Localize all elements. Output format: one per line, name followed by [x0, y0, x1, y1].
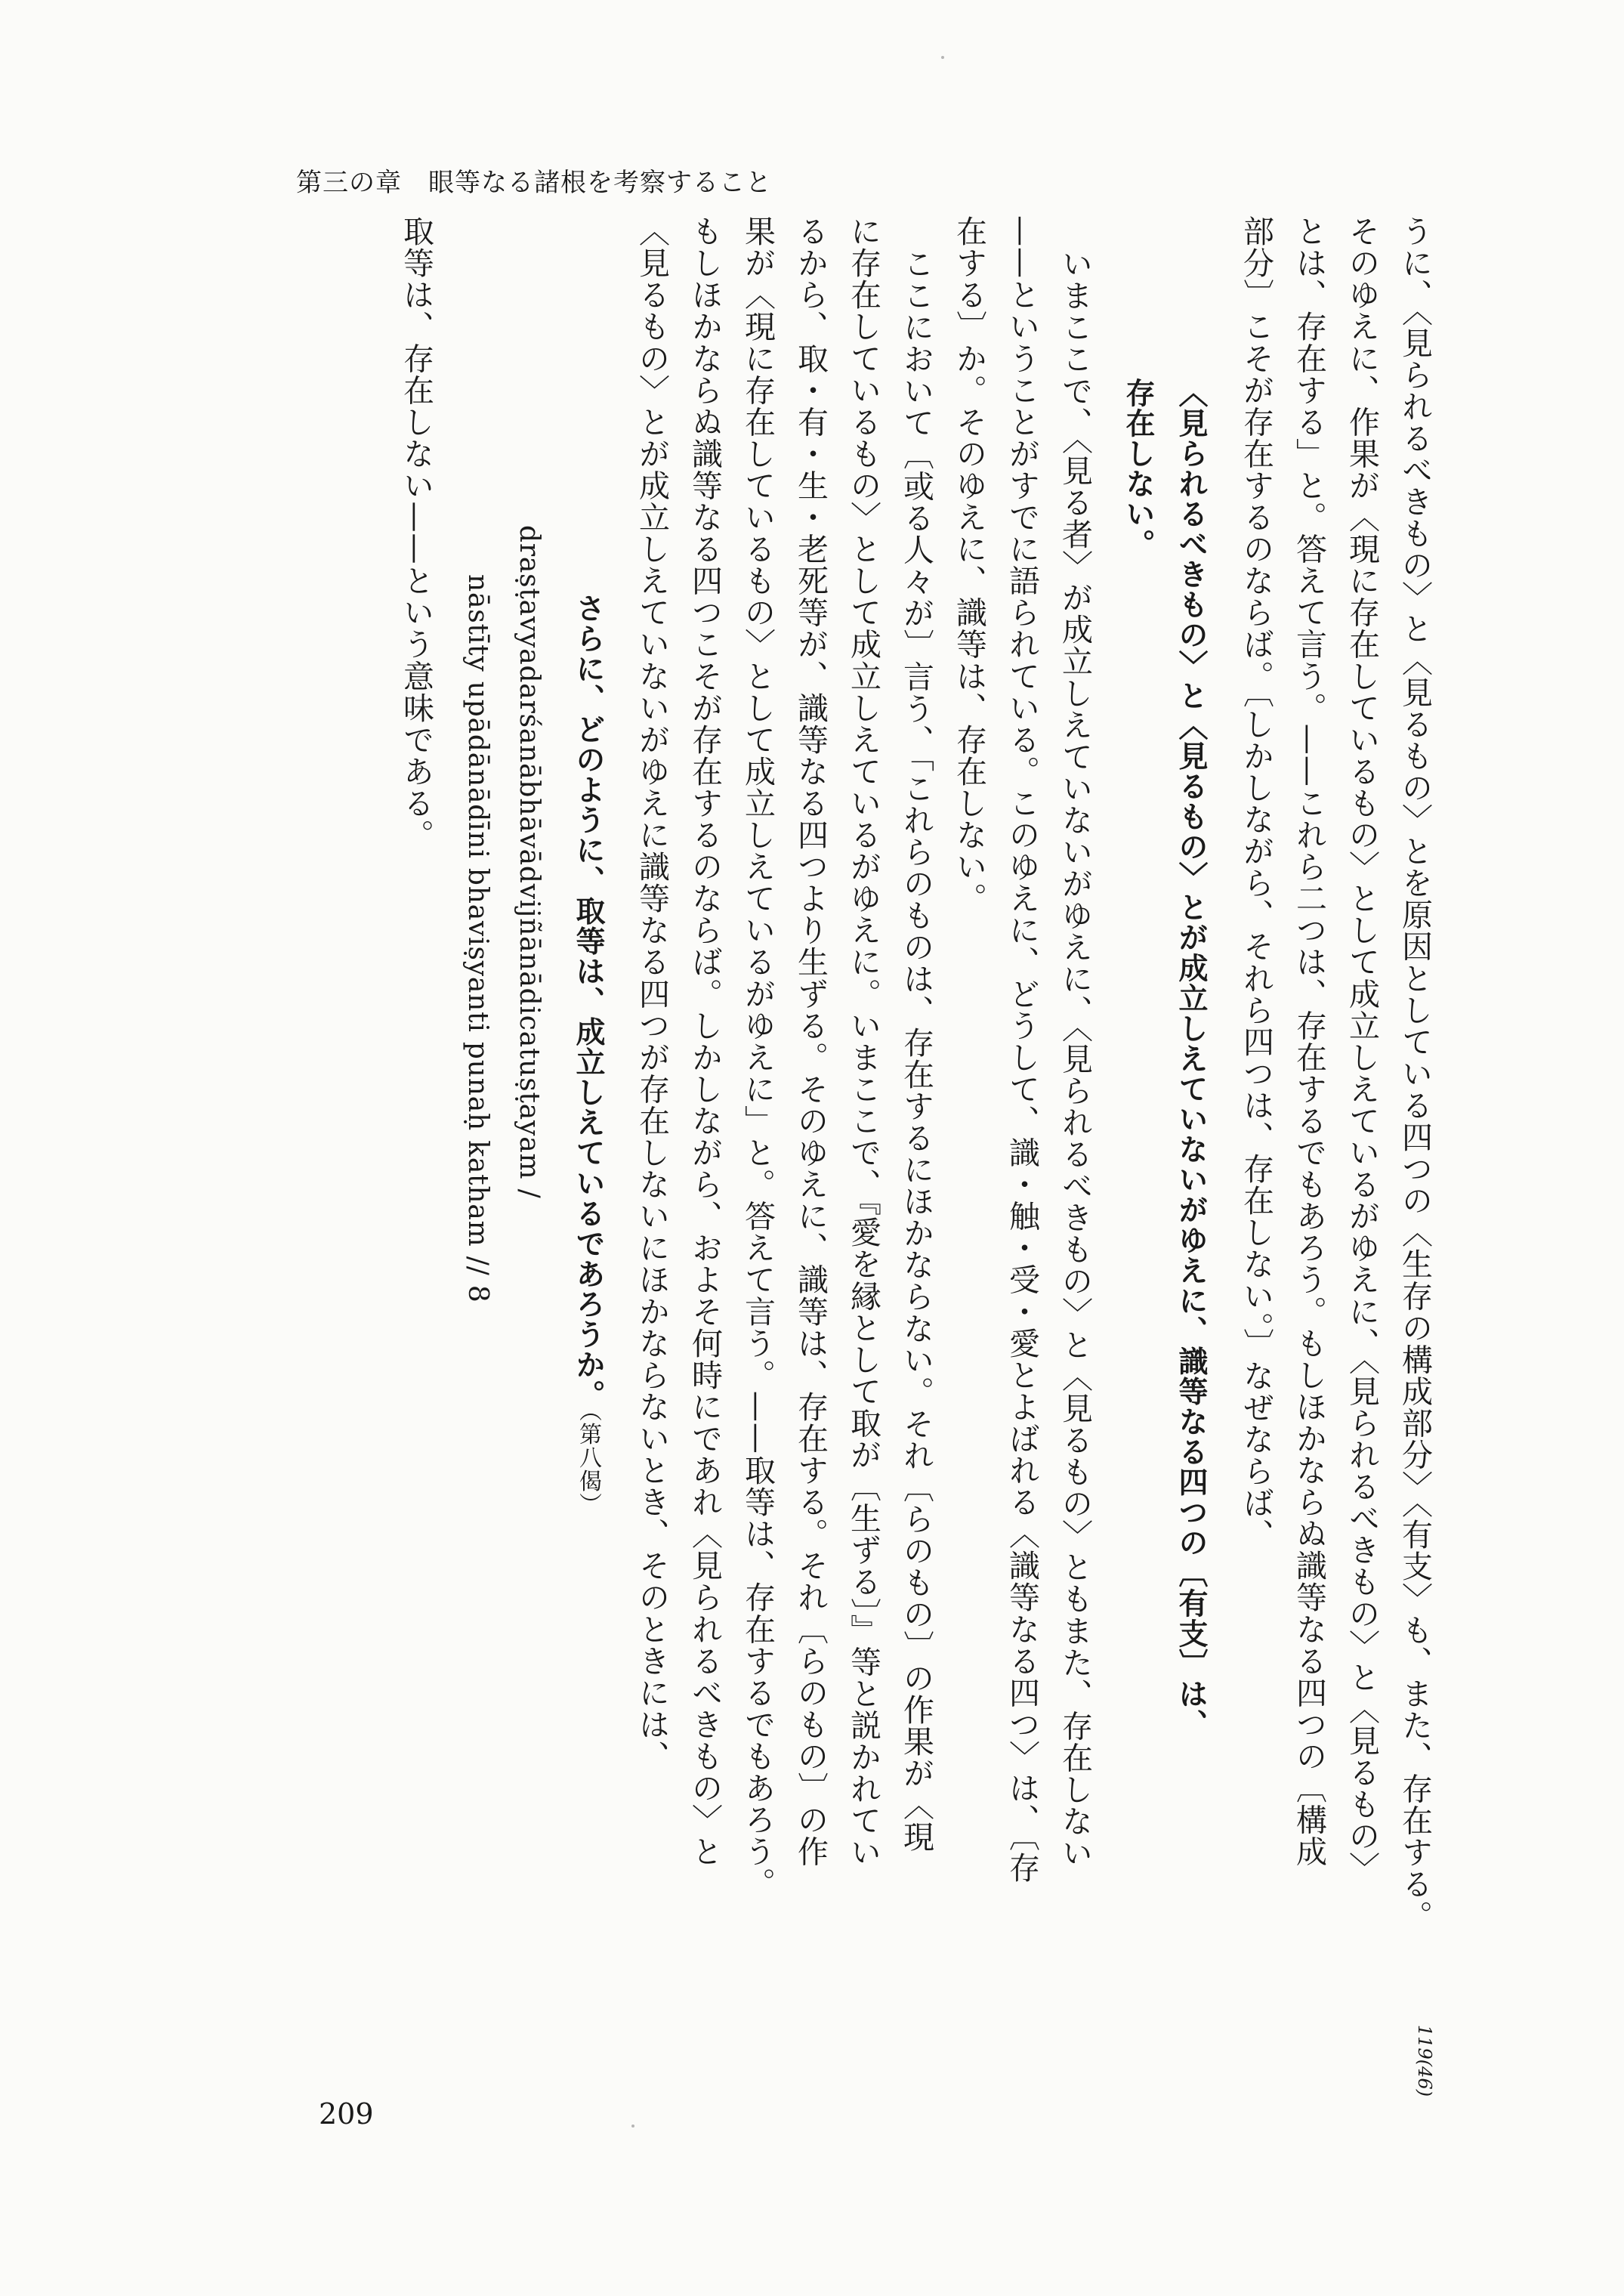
- verse-translation-7-line-1: 〈見られるべきもの〉と〈見るもの〉とが成立しえていないがゆえに、識等なる四つの〔有支〕は、: [1174, 378, 1208, 1740]
- text-column-14: もしほかならぬ識等なる四つこそが存在するのならば。しかしながら、およそ何時にであれ〈見られるべきもの〉と: [687, 215, 723, 1868]
- page-number: 209: [319, 2097, 374, 2131]
- text-column-8: ——ということがすでに語られている。このゆえに、どうして、識・触・受・愛とよばれる〈識等なる四つ〉は、〔存: [1004, 215, 1040, 1884]
- text-column-17: 取等は、存在しない——という意味である。: [398, 215, 434, 851]
- text-column-15: 〈見るもの〉とが成立しえていないがゆえに識等なる四つが存在しないにほかならないとき、そのときには、: [634, 215, 670, 1772]
- running-header: 第三の章 眼等なる諸根を考察すること: [296, 168, 772, 198]
- scan-speck: [631, 2124, 634, 2128]
- verse-translation-8-text: さらに、どのように、取等は、成立しえているであろうか。: [571, 593, 605, 1411]
- text-column-11: に存在しているもの〉として成立しえているがゆえに。いまここで、『愛を縁として取が〔生ずる〕』等と説かれてい: [845, 215, 881, 1868]
- page-code: 119(46): [1414, 2025, 1435, 2097]
- scan-speck: [941, 56, 944, 59]
- text-column-12: るから、取・有・生・老死等が、識等なる四つより生ずる。そのゆえに、識等は、存在する。それ〔らのもの〕の作: [792, 215, 829, 1868]
- verse-number-note: （第八偈）: [575, 1410, 601, 1516]
- verse-translation-8: [572, 593, 603, 1516]
- text-column-4: 部分〕こそが存在するのならば。〔しかしながら、それら四つは、存在しない。〕なぜならば、: [1238, 215, 1274, 1551]
- sanskrit-verse-line-2: nāstīty upādānādīni bhaviṣyanti punaḥ katham // 8: [462, 574, 493, 1303]
- text-column-1: うに、〈見られるべきもの〉と〈見るもの〉とを原因としている四つの〈生存の構成部分〉〈有支〉も、また、存在する。: [1397, 215, 1433, 1932]
- text-column-2: そのゆえに、作果が〈現に存在しているもの〉として成立しえているがゆえに、〈見られるべきもの〉と〈見るもの〉: [1344, 215, 1380, 1884]
- text-column-13: 果が〈現に存在しているもの〉として成立しえているがゆえに」と。答えて言う。——取等は、存在するでもあろう。: [739, 215, 776, 1899]
- text-column-9: 在する〕か。そのゆえに、識等は、存在しない。: [951, 215, 987, 915]
- text-column-3: とは、存在する」と。答えて言う。——これら二つは、存在するでもあろう。もしほかならぬ識等なる四つの〔構成: [1291, 215, 1327, 1868]
- verse-translation-7-line-2: 存在しない。: [1121, 378, 1155, 560]
- text-column-7: いまここで、〈見る者〉が成立しえていないがゆえに、〈見られるべきもの〉と〈見るもの〉ともまた、存在しない: [1057, 248, 1093, 1869]
- sanskrit-verse-line-1: draṣṭavyadarśanābhāvādvijñānādicatuṣṭayam /: [514, 525, 545, 1199]
- text-column-10: ここにおいて〔或る人々が〕言う、「これらのものは、存在するにほかならない。それ〔らのもの〕の作果が〈現: [898, 248, 934, 1853]
